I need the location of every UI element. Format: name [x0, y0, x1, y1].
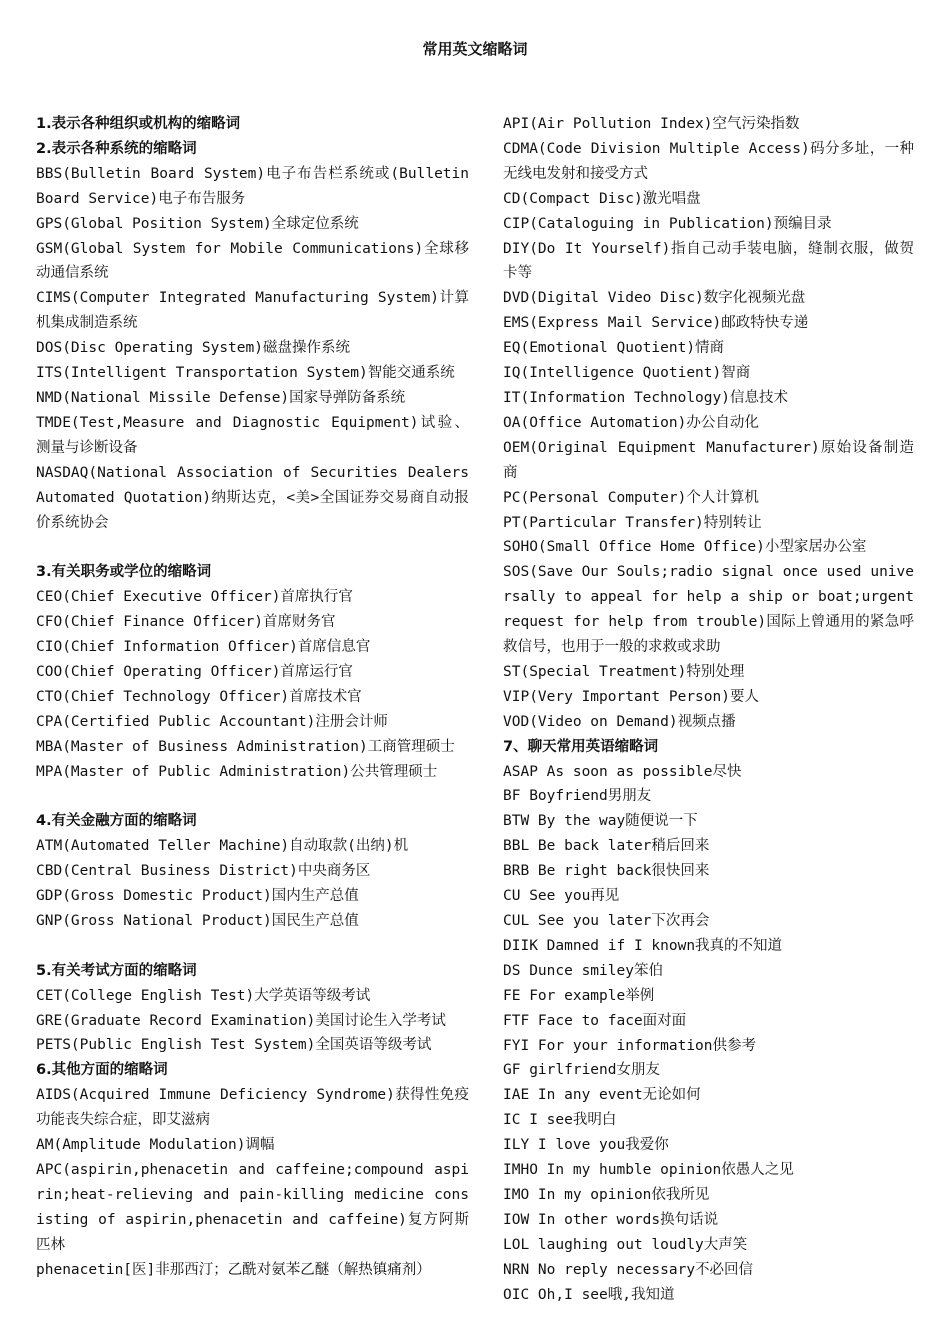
abbreviation-entry: DOS(Disc Operating System)磁盘操作系统	[36, 340, 350, 357]
abbreviation-entry: DIIK Damned if I known我真的不知道	[503, 937, 783, 954]
abbreviation-entry: IMO In my opinion依我所见	[503, 1186, 710, 1203]
abbreviation-entry: GF girlfriend女朋友	[503, 1062, 660, 1079]
abbreviation-entry: DIY(Do It Yourself)指自己动手装电脑，缝制衣服，做贺卡等	[503, 240, 914, 282]
spacer	[36, 934, 469, 959]
abbreviation-entry: AIDS(Acquired Immune Deficiency Syndrome)获得性免疫功能丧失综合症，即艾滋病	[36, 1087, 469, 1129]
abbreviation-entry: BBS(Bulletin Board System)电子布告栏系统或(Bulletin Board Service)电子布告服务	[36, 165, 469, 207]
abbreviation-entry: DS Dunce smiley笨伯	[503, 962, 663, 979]
abbreviation-entry: GRE(Graduate Record Examination)美国讨论生入学考试	[36, 1012, 446, 1029]
section-heading: 5.有关考试方面的缩略词	[36, 962, 197, 979]
abbreviation-entry: AM(Amplitude Modulation)调幅	[36, 1137, 275, 1154]
abbreviation-entry: VOD(Video on Demand)视频点播	[503, 713, 736, 730]
abbreviation-entry: IOW In other words换句话说	[503, 1211, 719, 1228]
section-heading: 6.其他方面的缩略词	[36, 1062, 168, 1079]
abbreviation-entry: CUL See you later下次再会	[503, 913, 710, 929]
abbreviation-entry: LOL laughing out loudly大声笑	[503, 1236, 748, 1253]
spacer	[36, 535, 469, 560]
abbreviation-entry: CU See you再见	[503, 888, 620, 905]
abbreviation-entry: ASAP As soon as possible尽快	[503, 763, 742, 780]
abbreviation-entry: OIC Oh,I see哦,我知道	[503, 1286, 675, 1303]
abbreviation-entry: FE For example举例	[503, 987, 655, 1004]
abbreviation-entry: BBL Be back later稍后回来	[503, 838, 710, 855]
abbreviation-entry: GSM(Global System for Mobile Communications)全球移动通信系统	[36, 240, 469, 282]
abbreviation-entry: TMDE(Test,Measure and Diagnostic Equipment)试验、测量与诊断设备	[36, 414, 469, 456]
abbreviation-entry: COO(Chief Operating Officer)首席运行官	[36, 663, 353, 680]
abbreviation-entry: CET(College English Test)大学英语等级考试	[36, 987, 371, 1004]
abbreviation-entry: GDP(Gross Domestic Product)国内生产总值	[36, 888, 359, 905]
section-heading: 3.有关职务或学位的缩略词	[36, 564, 212, 581]
abbreviation-entry: API(Air Pollution Index)空气污染指数	[503, 116, 800, 132]
abbreviation-entry: GPS(Global Position System)全球定位系统	[36, 215, 359, 232]
section-heading: 4.有关金融方面的缩略词	[36, 813, 197, 830]
abbreviation-entry: CIP(Cataloguing in Publication)预编目录	[503, 215, 832, 232]
abbreviation-entry: ATM(Automated Teller Machine)自动取款(出纳)机	[36, 838, 409, 855]
abbreviation-entry: IC I see我明白	[503, 1112, 617, 1129]
abbreviation-entry: SOS(Save Our Souls;radio signal once used universally to appeal for help a ship or boat;urgent request for help from trouble)国际上曾通用的紧急呼救信号，也用于一般的求救或求助	[503, 564, 914, 656]
abbreviation-entry: OA(Office Automation)办公自动化	[503, 414, 759, 431]
abbreviation-entry: OEM(Original Equipment Manufacturer)原始设备制造商	[503, 439, 914, 481]
abbreviation-entry: MPA(Master of Public Administration)公共管理硕士	[36, 763, 438, 780]
section-heading: 2.表示各种系统的缩略词	[36, 140, 197, 157]
abbreviation-entry: CFO(Chief Finance Officer)首席财务官	[36, 614, 336, 631]
abbreviation-entry: BRB Be right back很快回来	[503, 863, 710, 880]
abbreviation-entry: CBD(Central Business District)中央商务区	[36, 863, 371, 880]
abbreviation-entry: IT(Information Technology)信息技术	[503, 389, 788, 406]
abbreviation-entry: NRN No reply necessary不必回信	[503, 1261, 754, 1278]
abbreviation-entry: CDMA(Code Division Multiple Access)码分多址，一种无线电发射和接受方式	[503, 140, 914, 182]
abbreviation-entry: FYI For your information供参考	[503, 1037, 757, 1054]
abbreviation-entry: EQ(Emotional Quotient)情商	[503, 340, 725, 357]
abbreviation-entry: VIP(Very Important Person)要人	[503, 688, 759, 705]
abbreviation-entry: IAE In any event无论如何	[503, 1087, 701, 1104]
abbreviation-entry: CPA(Certified Public Accountant)注册会计师	[36, 713, 388, 730]
abbreviation-entry: IQ(Intelligence Quotient)智商	[503, 365, 751, 382]
abbreviation-entry: IMHO In my humble opinion依愚人之见	[503, 1162, 794, 1179]
abbreviation-entry: PETS(Public English Test System)全国英语等级考试	[36, 1037, 432, 1054]
abbreviation-entry: MBA(Master of Business Administration)工商管理硕士	[36, 738, 455, 755]
abbreviation-entry: APC(aspirin,phenacetin and caffeine;compound aspirin;heat-relieving and pain-killing medicine consisting of aspirin,phenacetin and caffeine)复方阿斯匹林	[36, 1162, 469, 1253]
abbreviation-entry: BF Boyfriend男朋友	[503, 788, 652, 805]
abbreviation-entry: BTW By the way随便说一下	[503, 813, 698, 830]
abbreviation-entry: NMD(National Missile Defense)国家导弹防备系统	[36, 389, 406, 406]
abbreviation-entry: CTO(Chief Technology Officer)首席技术官	[36, 688, 362, 705]
abbreviation-entry: CEO(Chief Executive Officer)首席执行官	[36, 589, 353, 606]
abbreviation-entry: NASDAQ(National Association of Securities Dealers Automated Quotation)纳斯达克，<美>全国证券交易商自动报价系统协会	[36, 464, 469, 531]
abbreviation-entry: CIMS(Computer Integrated Manufacturing System)计算机集成制造系统	[36, 290, 469, 332]
abbreviation-entry: SOHO(Small Office Home Office)小型家居办公室	[503, 539, 867, 556]
abbreviation-entry: PC(Personal Computer)个人计算机	[503, 489, 759, 506]
abbreviation-entry: ST(Special Treatment)特别处理	[503, 663, 745, 680]
section-heading: 1.表示各种组织或机构的缩略词	[36, 116, 241, 132]
abbreviation-entry: PT(Particular Transfer)特别转让	[503, 514, 762, 531]
abbreviation-entry: GNP(Gross National Product)国民生产总值	[36, 912, 359, 929]
abbreviation-entry: DVD(Digital Video Disc)数字化视频光盘	[503, 290, 806, 307]
spacer	[36, 784, 469, 809]
abbreviation-entry: CD(Compact Disc)激光唱盘	[503, 190, 701, 207]
abbreviation-entry: CIO(Chief Information Officer)首席信息官	[36, 639, 371, 656]
abbreviation-entry: ITS(Intelligent Transportation System)智能交通系统	[36, 365, 455, 382]
abbreviation-entry: phenacetin[医]非那西汀；乙酰对氨苯乙醚（解热镇痛剂）	[36, 1261, 431, 1278]
document-title: 常用英文缩略词	[422, 40, 528, 58]
right-column	[503, 112, 914, 1308]
abbreviation-entry: EMS(Express Mail Service)邮政特快专递	[503, 315, 809, 332]
left-column	[36, 112, 469, 1283]
abbreviation-entry: FTF Face to face面对面	[503, 1012, 687, 1029]
abbreviation-entry: ILY I love you我爱你	[503, 1137, 669, 1154]
section-heading: 7、聊天常用英语缩略词	[503, 738, 659, 755]
